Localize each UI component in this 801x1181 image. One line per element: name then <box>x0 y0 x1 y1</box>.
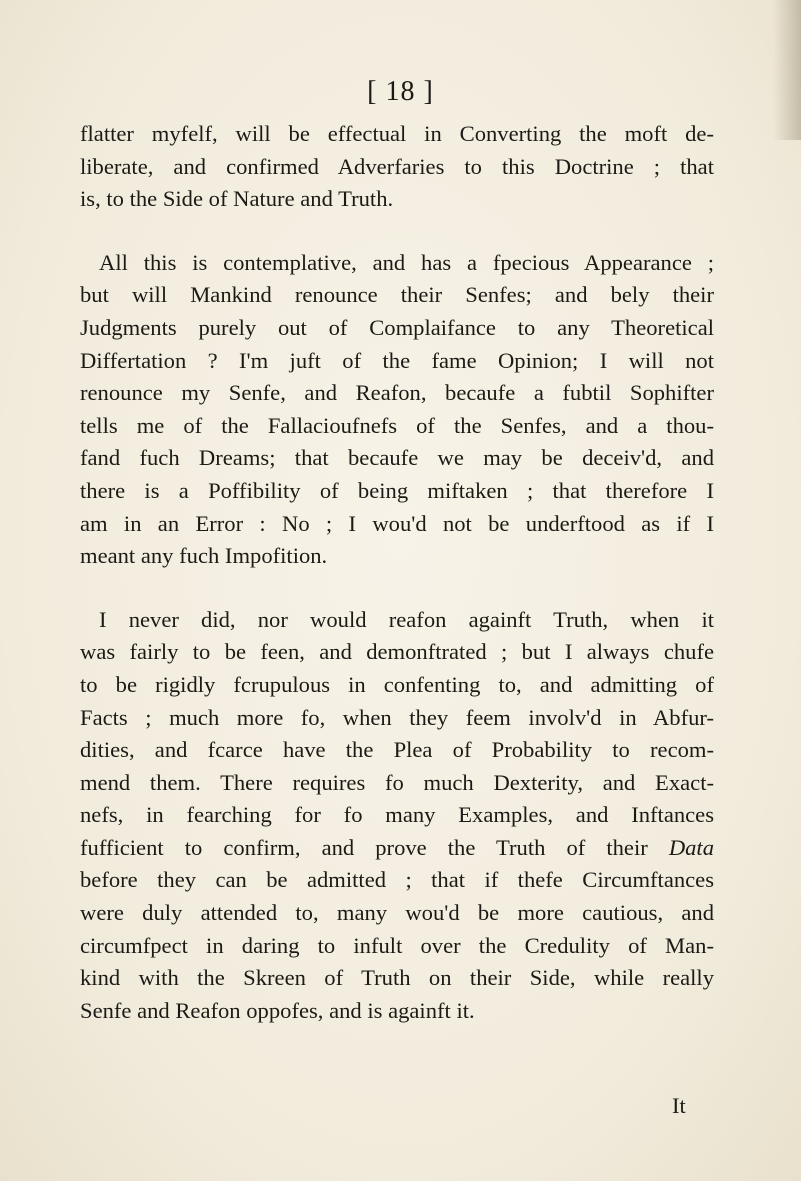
text-line: but will Mankind renounce their Senfes; and bely their <box>80 282 714 308</box>
text-line: was fairly to be feen, and demonftrated ; but I always chufe <box>80 639 714 665</box>
italic-word: Data <box>668 834 714 860</box>
page-edge-shadow <box>773 0 801 140</box>
text-line: were duly attended to, many wou'd be more cautious, and <box>80 900 714 926</box>
text-line: fufficient to confirm, and prove the Truth of their Data <box>80 834 714 860</box>
paragraph <box>80 118 714 216</box>
catchword: It <box>672 1093 686 1118</box>
text-line: I never did, nor would reafon againft Truth, when it <box>99 606 714 632</box>
text-line: fand fuch Dreams; that becaufe we may be deceiv'd, and <box>80 445 714 471</box>
text-line: meant any fuch Impofition. <box>80 543 328 569</box>
text-line: renounce my Senfe, and Reafon, becaufe a fubtil Sophifter <box>80 380 714 406</box>
paragraph <box>80 247 714 573</box>
paragraph <box>80 604 714 1028</box>
text-line: am in an Error : No ; I wou'd not be underftood as if I <box>80 510 714 536</box>
page-number: [ 18 ] <box>367 76 434 107</box>
text-line: dities, and fcarce have the Plea of Probability to recom- <box>80 737 714 763</box>
text-line: Senfe and Reafon oppofes, and is againft it. <box>80 997 475 1023</box>
text-line: before they can be admitted ; that if thefe Circumftances <box>80 867 714 893</box>
text-line: nefs, in fearching for fo many Examples, and Inftances <box>80 802 714 828</box>
text-line: circumfpect in daring to infult over the Credulity of Man- <box>80 932 714 958</box>
text-line: is, to the Side of Nature and Truth. <box>80 186 394 212</box>
text-line: Differtation ? I'm juft of the fame Opinion; I will not <box>80 347 714 373</box>
text-line: to be rigidly fcrupulous in confenting to, and admitting of <box>80 671 714 697</box>
text-line: there is a Poffibility of being miftaken ; that therefore I <box>80 477 714 503</box>
text-line: All this is contemplative, and has a fpecious Appearance ; <box>99 249 714 275</box>
text-line: Judgments purely out of Complaifance to any Theoretical <box>80 314 714 340</box>
text-line: Facts ; much more fo, when they feem involv'd in Abfur- <box>80 704 714 730</box>
text-line: liberate, and confirmed Adverfaries to this Doctrine ; that <box>80 153 714 179</box>
text-line: tells me of the Fallacioufnefs of the Senfes, and a thou- <box>80 412 714 438</box>
text-line: flatter myfelf, will be effectual in Converting the moft de- <box>80 121 714 146</box>
text-line: kind with the Skreen of Truth on their Side, while really <box>80 965 714 991</box>
text-line: mend them. There requires fo much Dexterity, and Exact- <box>80 769 714 795</box>
page-body <box>80 118 714 1027</box>
